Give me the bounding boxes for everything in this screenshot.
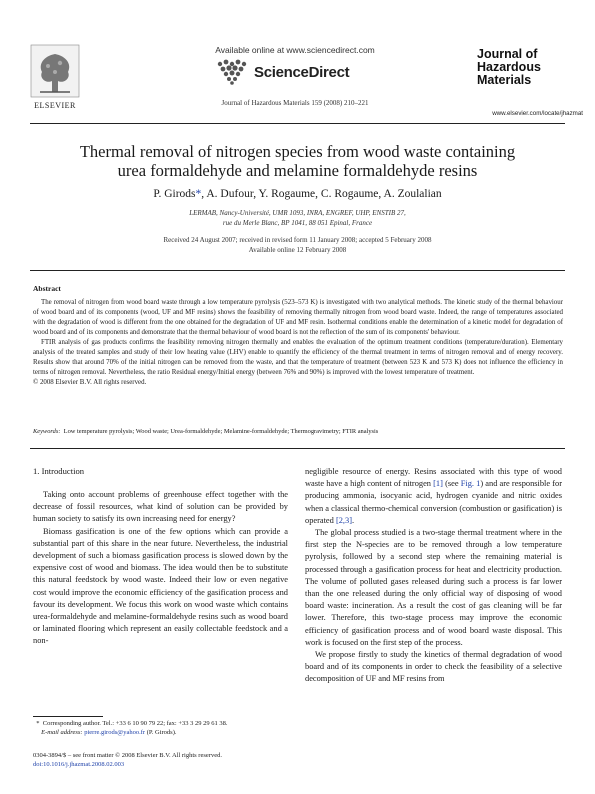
doi-link[interactable]: doi:10.1016/j.jhazmat.2008.02.003 — [33, 761, 125, 768]
text-run: (see — [442, 479, 461, 489]
elsevier-wordmark: ELSEVIER — [34, 101, 76, 110]
text-run: . — [351, 515, 355, 525]
keywords-list: Low temperature pyrolysis; Wood waste; Urea-formaldehyde; Melamine-formaldehyde; Thermogravimetry; FTIR analysis — [63, 428, 379, 435]
received-dates: Received 24 August 2007; received in revised form 11 January 2008; accepted 5 February 2008 — [163, 236, 432, 244]
footnote — [33, 719, 288, 737]
email-label: E-mail address: — [41, 729, 83, 736]
intro-paragraph-2: Biomass gasification is one of the few options which can provide a substantial part of this share in the near future. Nevertheless, the industrial development of such a biomass gasification process is slowed down by the expensive cost of wood and biomass. The idea would then be to substitute this natural feedstock by wood waste. Indeed their low or even negative cost would improve the economic efficiency of the gasification process and favour its development. We focus this work on wood waste which contains urea-formaldehyde and melamine-formaldehyde resins such as wood board or laminated flooring which represent an easily collectable feedstock and a non- — [33, 526, 288, 646]
abstract-paragraph-1: The removal of nitrogen from wood board waste through a low temperature pyrolysis (523–573 K) is investigated with two analytical methods. The kinetic study of the thermal behaviour of wood board and of its components (wood, UF and MF resins) shows the feasibility of removing thermally nitrogen from wood board waste. Indeed, the range of temperatures associated with the degradation of wood is different from the one obtained for the degradation of UF and MF resin. Isothermal conditions enable the determination of a kinetic model for degradation of wood board and of its components and demonstrate that the thermal behaviour of wood board is not the reflection of the sum of its components' behaviour. — [33, 299, 563, 336]
title-divider — [30, 270, 565, 271]
footnote-contact: Corresponding author. Tel.: +33 6 10 90 79 22; fax: +33 3 29 29 61 38. — [42, 720, 228, 727]
journal-name-line-2: Hazardous — [477, 60, 541, 74]
issn-line: 0304-3894/$ – see front matter © 2008 Elsevier B.V. All rights reserved. — [33, 752, 222, 759]
body-column-right — [305, 466, 562, 686]
abstract-paragraph-2: FTIR analysis of gas products confirms the feasibility removing nitrogen thermally and enables the evaluation of the optimum treatment conditions (temperature/duration). Elementary analysis of the treated samples and study of their low heating value (LHV) enable to quantify the efficiency of the thermal treatment in terms of nitrogen removal and of energy recovery. Results show that around 70% of the initial nitrogen can be removed from the waste, and that the temperature of treatment (between 523 K and 573 K) does not influence the efficiency in terms of nitrogen removal. Nevertheless, the ratio Residual energy/Initial energy (between 76% and 90%) is improved with the lowest temperature of treatment. — [33, 339, 563, 376]
article-dates — [40, 235, 555, 255]
figure-link-1[interactable]: Fig. 1 — [460, 479, 481, 489]
email-owner: (P. Girods). — [145, 729, 177, 736]
affiliation-line-1: LERMAB, Nancy-Université, UMR 1093, INRA, ENGREF, UHP, ENSTIB 27, — [189, 209, 406, 217]
body-column-left — [33, 489, 288, 648]
keywords — [33, 428, 563, 435]
abstract-body — [33, 298, 563, 388]
header-divider — [30, 123, 565, 124]
abstract-heading: Abstract — [33, 284, 61, 293]
abstract-divider — [30, 448, 565, 449]
journal-brand — [477, 48, 577, 118]
article-title-line-1: Thermal removal of nitrogen species from wood waste containing — [79, 142, 516, 161]
ref-link-1[interactable]: [1] — [433, 479, 443, 489]
journal-name-line-1: Journal of — [477, 47, 538, 61]
text-run: ) and are responsible for producing ammonia, isocyanic acid, hydrogen cyanide and nitric oxides when a classical thermo-chemical conversion (combustion or gasification) is operated — [305, 479, 562, 525]
authors — [40, 188, 555, 200]
article-title — [40, 142, 555, 180]
intro-paragraph-3: The global process studied is a two-stage thermal treatment where in the first step the N-species are to be removed through a low temperature pyrolysis, followed by a second step where the remaining material is processed through a gasification process for heat and electricity production. The volume of polluted gases released during such a process is far lower than the one released during the only official way of disposing of wood board waste: incineration. As a result the cost of gas cleaning will be far lower. Therefore, this two-stage process may improve the economic efficiency of gasification process and of wood board waste disposal. This work is focused on the first step of the process. — [305, 528, 562, 647]
section-heading-introduction: 1. Introduction — [33, 466, 85, 476]
affiliation — [40, 208, 555, 228]
abstract-copyright: © 2008 Elsevier B.V. All rights reserved. — [33, 379, 147, 386]
article-title-line-2: urea formaldehyde and melamine formaldehyde resins — [117, 161, 478, 180]
sciencedirect-logo[interactable] — [212, 58, 362, 86]
available-online-text: Available online at www.sciencedirect.com — [215, 45, 375, 55]
page-footer — [33, 751, 293, 769]
intro-paragraph-1: Taking onto account problems of greenhouse effect together with the decrease of fossil resources, what kind of solution can be provided by human society to satisfy its own increasing need for energy? — [33, 490, 288, 524]
ref-link-2-3[interactable]: [2,3] — [335, 515, 352, 525]
sciencedirect-logo-icon — [212, 58, 252, 86]
corresponding-author-mark[interactable]: * — [195, 188, 202, 200]
author-corresponding: P. Girods — [153, 188, 196, 200]
available-online-date: Available online 12 February 2008 — [248, 246, 347, 254]
journal-name-line-3: Materials — [477, 73, 532, 87]
email-link[interactable]: pierre.girods@yahoo.fr — [84, 729, 146, 736]
email-note — [33, 728, 288, 737]
journal-url[interactable]: www.elsevier.com/locate/jhazmat — [492, 110, 583, 117]
sciencedirect-logo-text: ScienceDirect — [254, 64, 350, 81]
intro-paragraph-2-cont — [305, 466, 562, 527]
footnote-divider — [33, 716, 103, 717]
journal-reference: Journal of Hazardous Materials 159 (2008) 210–221 — [221, 99, 369, 107]
intro-paragraph-4: We propose firstly to study the kinetics of thermal degradation of wood board and of its components in order to check the feasibility of a selective decomposition of UF and MF resins from — [305, 650, 562, 684]
footnote-mark: * — [36, 720, 40, 727]
authors-others: , A. Dufour, Y. Rogaume, C. Rogaume, A. Zoulalian — [201, 188, 442, 200]
corresponding-author-note — [33, 719, 288, 728]
text-run: negligible resource of energy. Resins associated with this type of wood waste have a high content of nitrogen — [305, 467, 562, 489]
elsevier-tree-logo-icon — [30, 44, 80, 98]
elsevier-logo — [30, 44, 80, 110]
affiliation-line-2: rue du Merle Blanc, BP 1041, 88 051 Epinal, France — [222, 219, 373, 227]
keywords-label: Keywords: — [33, 428, 61, 435]
